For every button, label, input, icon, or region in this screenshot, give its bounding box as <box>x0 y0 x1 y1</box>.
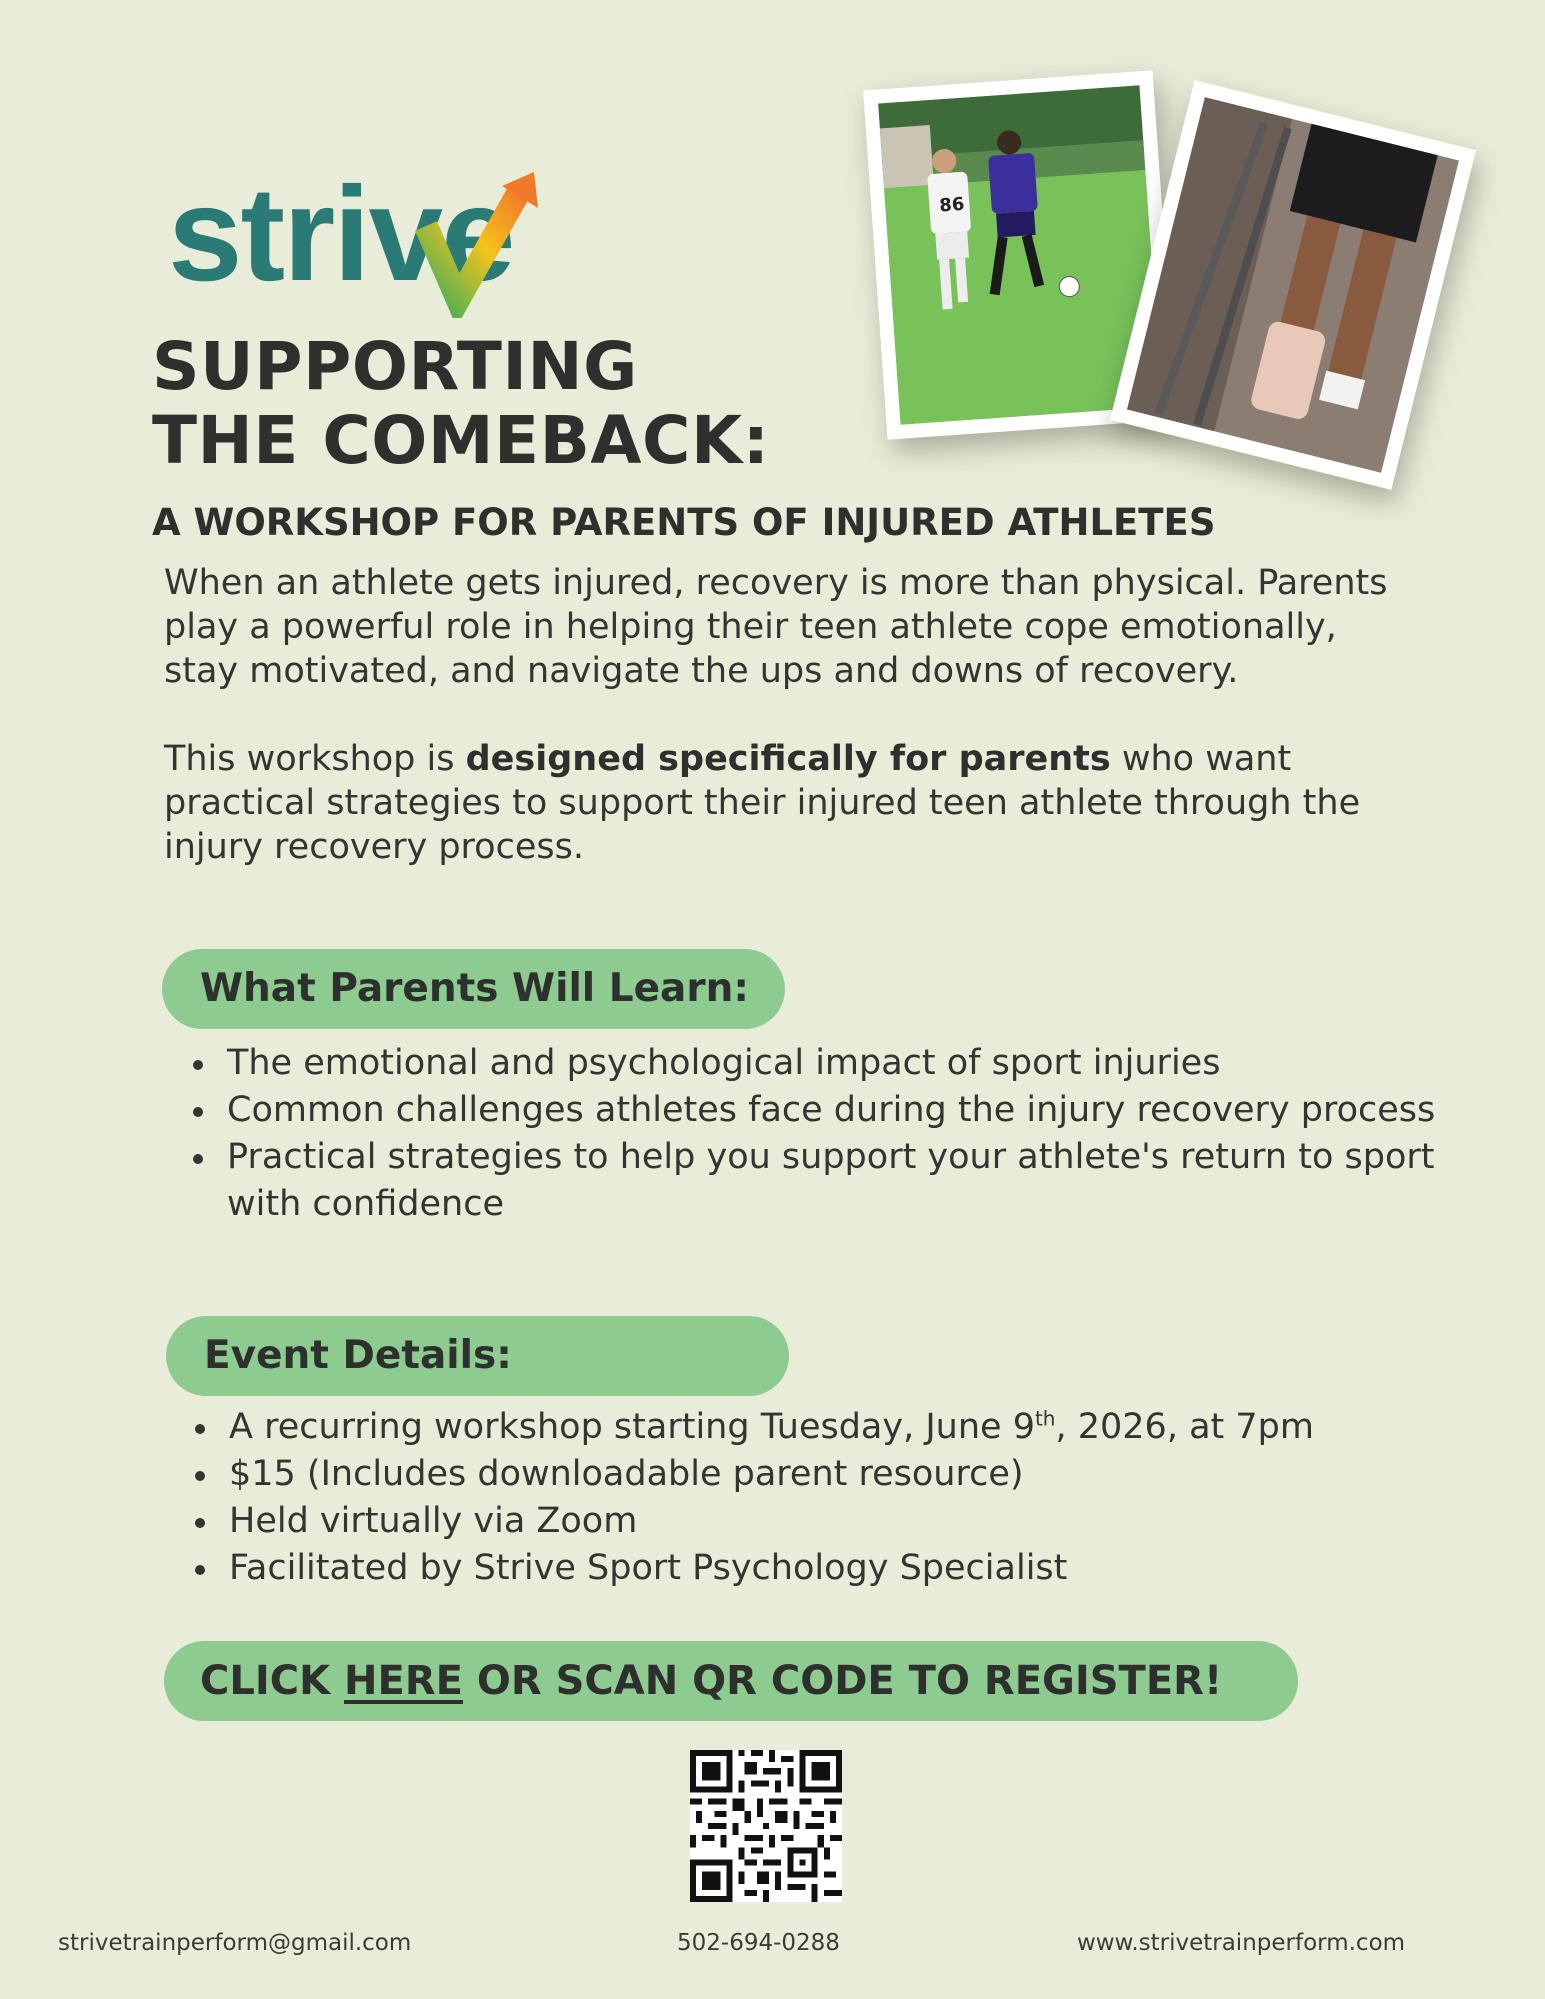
injury-photo <box>1110 80 1476 490</box>
learn-heading: What Parents Will Learn: <box>162 949 785 1029</box>
register-link[interactable]: HERE <box>344 1658 463 1704</box>
register-cta <box>164 1641 1298 1721</box>
learn-item: Practical strategies to help you support your athlete's return to sport with confidence <box>227 1134 1467 1228</box>
title-line-1: SUPPORTING <box>152 328 638 405</box>
qr-code-icon[interactable] <box>690 1750 842 1902</box>
intro-paragraph-2-lead: This workshop is <box>164 739 466 779</box>
soccer-photo-icon <box>878 85 1162 424</box>
title-line-2: THE COMEBACK: <box>152 402 770 479</box>
event-item-location: Held virtually via Zoom <box>229 1498 1529 1545</box>
intro-paragraph-2-tail: who want practical strategies to support their injured teen athlete through the injury recovery process. <box>164 739 1361 867</box>
intro-paragraph-1: When an athlete gets injured, recovery is more than physical. Parents play a powerful role in helping their teen athlete cope emotionally, stay motivated, and navigate the ups and downs of recovery. <box>164 563 1388 691</box>
page-subtitle: A WORKSHOP FOR PARENTS OF INJURED ATHLETES <box>152 501 1216 544</box>
svg-text:86: 86 <box>938 193 966 217</box>
event-item-price: $15 (Includes downloadable parent resource) <box>229 1451 1529 1498</box>
event-date-suffix: th <box>1034 1406 1056 1431</box>
footer-phone[interactable]: 502-694-0288 <box>677 1930 840 1956</box>
event-item-facilitator: Facilitated by Strive Sport Psychology Specialist <box>229 1545 1529 1592</box>
event-date-text: A recurring workshop starting Tuesday, June 9 <box>229 1407 1035 1447</box>
cta-tail: OR SCAN QR CODE TO REGISTER! <box>462 1658 1223 1704</box>
intro-paragraph-2 <box>164 737 1404 869</box>
cta-lead: CLICK <box>200 1658 345 1704</box>
page-title <box>152 330 769 478</box>
footer-website[interactable]: www.strivetrainperform.com <box>1077 1930 1406 1956</box>
learn-item: The emotional and psychological impact of sport injuries <box>227 1040 1467 1087</box>
crutches-cast-photo-icon <box>1127 97 1459 473</box>
event-heading: Event Details: <box>166 1316 789 1396</box>
intro-paragraph-2-emphasis: designed specifically for parents <box>465 739 1111 779</box>
event-item-date <box>229 1404 1529 1451</box>
learn-item: Common challenges athletes face during the injury recovery process <box>227 1087 1467 1134</box>
footer-email[interactable]: strivetrainperform@gmail.com <box>58 1930 412 1956</box>
event-date-tail: , 2026, at 7pm <box>1055 1407 1314 1447</box>
event-details-list <box>167 1404 1529 1592</box>
logo-wordmark: strive <box>168 160 514 309</box>
strive-logo <box>168 160 608 318</box>
intro-text <box>164 561 1404 869</box>
logo-arrow-icon <box>168 160 608 318</box>
learn-list <box>165 1040 1467 1228</box>
